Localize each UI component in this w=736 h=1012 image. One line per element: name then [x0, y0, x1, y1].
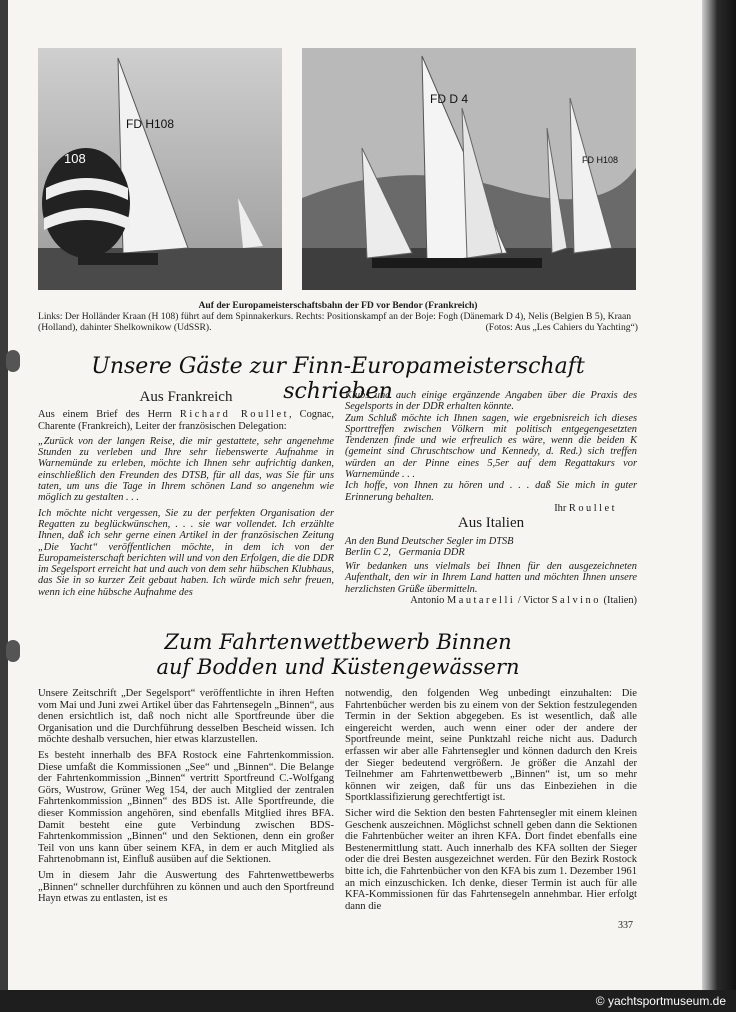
address-line: Berlin C 2, Germania DDR [345, 546, 465, 558]
photo-caption [38, 300, 638, 333]
signature-prefix: Ihr [554, 502, 569, 514]
photo-left-sailboat-spinnaker [38, 48, 282, 290]
column-france [38, 390, 334, 602]
signature-roullet [345, 503, 617, 514]
sail-number-d4: FD D 4 [430, 92, 469, 106]
title-line: auf Bodden und Küstengewässern [156, 655, 520, 679]
column-france-italy [345, 390, 637, 610]
sail-number-h108: FD H108 [582, 155, 619, 165]
paragraph: Es besteht innerhalb des BFA Rostock eine Fahrtenkommission. Diese umfaßt die Kommissionen „See“ und „Binnen“. Die Belange der Fahrtenkommission „Binnen“ vertritt Sportfreund C.-Wolfgang Görs, Wustrow, Grüner Weg 154, der auch Mitglied der zentralen Fahrtenkommission „Binnen“ des BDS ist. Alle Sportfreunde, die dieser Kommission angehören, sind ebenfalls Mitglied ihres BFA. Damit besteht eine gute Verbindung zwischen BDS-Fahrtenkommission „Binnen“ und den Sektionen, denn ein großer Teil von uns kann über seinem KFA, in dem er auch Mitglied als Fahrtenobmann ist, Einfluß ausüben auf die Sektionen. [38, 749, 334, 866]
sig-name: Mautarelli [446, 595, 516, 607]
photo-right-boats-at-buoy [302, 48, 636, 290]
paragraph: notwendig, den folgenden Weg unbedingt einzuhalten: Die Fahrtenbücher werden bis zu einem von der Sektion festzulegenden Termin in der Sektion abgegeben. Es ist wesentlich, daß alle eingereicht werden, auch wenn einer oder der andere der Sportfreunde meint, seine Punktzahl reiche nicht aus. Dadurch erfassen wir aber alle Fahrtensegler und können dadurch den Kreis der Sieger bedeutend vergrößern. Je größer die Anzahl der Teilnehmer am Fahrtenwettbewerb „Binnen“ ist, um so mehr können wir zeigen, daß für uns das Einbeziehen in die Sportklassifizierung gerechtfertigt ist. [345, 688, 637, 804]
sail-number-left: FD H108 [126, 117, 175, 131]
subheading-italy: Aus Italien [457, 515, 525, 532]
intro-text: , Cognac, Charente (Frankreich), Leiter der französischen Delegation: [38, 409, 334, 432]
letter-paragraph: „Zurück von der langen Reise, die mir gestattete, sehr angenehme Stunden zu verleben und Ihre sehr liebenswerte Aufnahme in Warnemünde zu erleben, möchte ich Ihnen sehr aufrichtig danken, einschließlich den Freunden des DTSB, für all das, was Sie für uns taten, um uns die Tage in Ihrem schönen Land so angenehm wie möglich zu gestalten . . . [38, 435, 334, 504]
spinnaker-number: 108 [64, 151, 86, 166]
letter-paragraph: Wir bedanken uns vielmals bei Ihnen für den ausgezeichneten Aufenthalt, den wir in Ihrem Land hatten und möchten Ihnen unsere herzlichsten Grüße übermitteln. [345, 561, 637, 595]
paragraph: Unsere Zeitschrift „Der Segelsport“ veröffentlichte in ihren Heften vom Mai und Juni zwei Artikel über das Fahrtensegeln „Binnen“, aus denen ersichtlich ist, daß noch nicht alle Sportfreunde über die Organisation und die Durchführung desselben Bescheid wissen. Ich möchte deshalb versuchen, hier etwas klarzustellen. [38, 688, 334, 746]
binder-clip [6, 640, 20, 662]
subheading-france: Aus Frankreich [139, 389, 233, 405]
letter-paragraph: Ich hoffe, von Ihnen zu hören und . . . daß Sie mich in guter Erinnerung behalten. [345, 480, 637, 503]
paragraph: Um in diesem Jahr die Auswertung des Fahrtenwettbewerbs „Binnen“ schneller durchführen zu können und auch den Sportfreund Hayn etwas zu entlasten, ist es [38, 869, 334, 905]
article-title-guests: Unsere Gäste zur Finn-Europameisterschaft schrieben [91, 354, 585, 404]
author-name: Richard Roullet [179, 409, 289, 421]
book-binding [702, 0, 736, 1012]
binder-clip [6, 350, 20, 372]
column-right [345, 688, 637, 916]
signature-name: Roullet [568, 502, 617, 514]
intro-text: Aus einem Brief des Herrn [38, 409, 180, 421]
letter-paragraph: Ich möchte nicht vergessen, Sie zu der perfekten Organisation der Regatten zu beglückwünschen, . . . sie war vollendet. Ich erzählte Ihnen, daß ich sehr gerne einen Artikel in der französischen Zeitung „Die Yacht“ veröffentlichen möchte, in dem ich von der Europameisterschaft berichten will und von den Erfolgen, die die DDR im Segelsport erreicht hat und auch von dem sehr hübschen Klubhaus, das Sie in so kurzer Zeit gebaut haben. Ich würde mich sehr freuen, wenn ich eine hübsche Aufnahme des [38, 507, 334, 598]
caption-credit: (Fotos: Aus „Les Cahiers du Yachting“) [485, 322, 638, 333]
letter-paragraph: Klubs und auch einige ergänzende Angaben über die Praxis des Segelsports in der DDR erhalten könnte. [345, 390, 637, 413]
page-number: 337 [618, 920, 633, 931]
title-line: Zum Fahrtenwettbewerb Binnen [164, 630, 512, 654]
sig-text: Antonio [410, 595, 447, 607]
paragraph: Sicher wird die Sektion den besten Fahrtensegler mit einem kleinen Geschenk auszeichnen. Möglichst schnell geben dann die Sektionen die Fahrtenbücher weiter an ihren KFA. Dort findet ebenfalls eine Bestenermittlung statt. Auch innerhalb des KFA sollten der Sieger oder die drei Besten ausgezeichnet werden. Für den Bezirk Rostock bitte ich, die Fahrtenbücher von den KFA bis zum 1. Dezember 1961 an mich einzuschicken. Ich denke, dieser Termin ist auch für alle KFA-Kommissionen für das Fahrtensegeln annehmbar. Hier erfolgt dann die [345, 807, 637, 912]
sig-name: Salvino [551, 595, 601, 607]
caption-title: Auf der Europameisterschaftsbahn der FD vor Bendor (Frankreich) [198, 300, 478, 311]
sig-text: (Italien) [600, 595, 637, 607]
caption-text: Links: Der Holländer Kraan (H 108) führt auf dem Spinnakerkurs. Rechts: Positionskampf an der Boje: Fogh (Dänemark D 4), Nelis (Belgien B 5), Kraan (Holland), dahinter Shelkownikow (UdSSR). [38, 311, 632, 333]
address-line: An den Bund Deutscher Segler im DTSB [345, 535, 514, 547]
sig-text: / Victor [515, 595, 552, 607]
signature-italy [345, 595, 637, 606]
letter-paragraph: Zum Schluß möchte ich Ihnen sagen, wie ergebnisreich ich dieses Sporttreffen zwischen Völkern mit politisch entgegengesetzten Tendenzen finde und wie erfreulich es wäre, wenn die beiden K (gemeint sind Chruschtschow und Kennedy, d. Red.) sich treffen würden an der Pinne eines 5,5er auf dem Regattakurs vor Warnemünde . . . [345, 412, 637, 481]
column-left [38, 688, 334, 909]
watermark: © yachtsportmuseum.de [595, 994, 726, 1008]
article-title-binnen [38, 630, 638, 680]
intro-paragraph [38, 409, 334, 432]
